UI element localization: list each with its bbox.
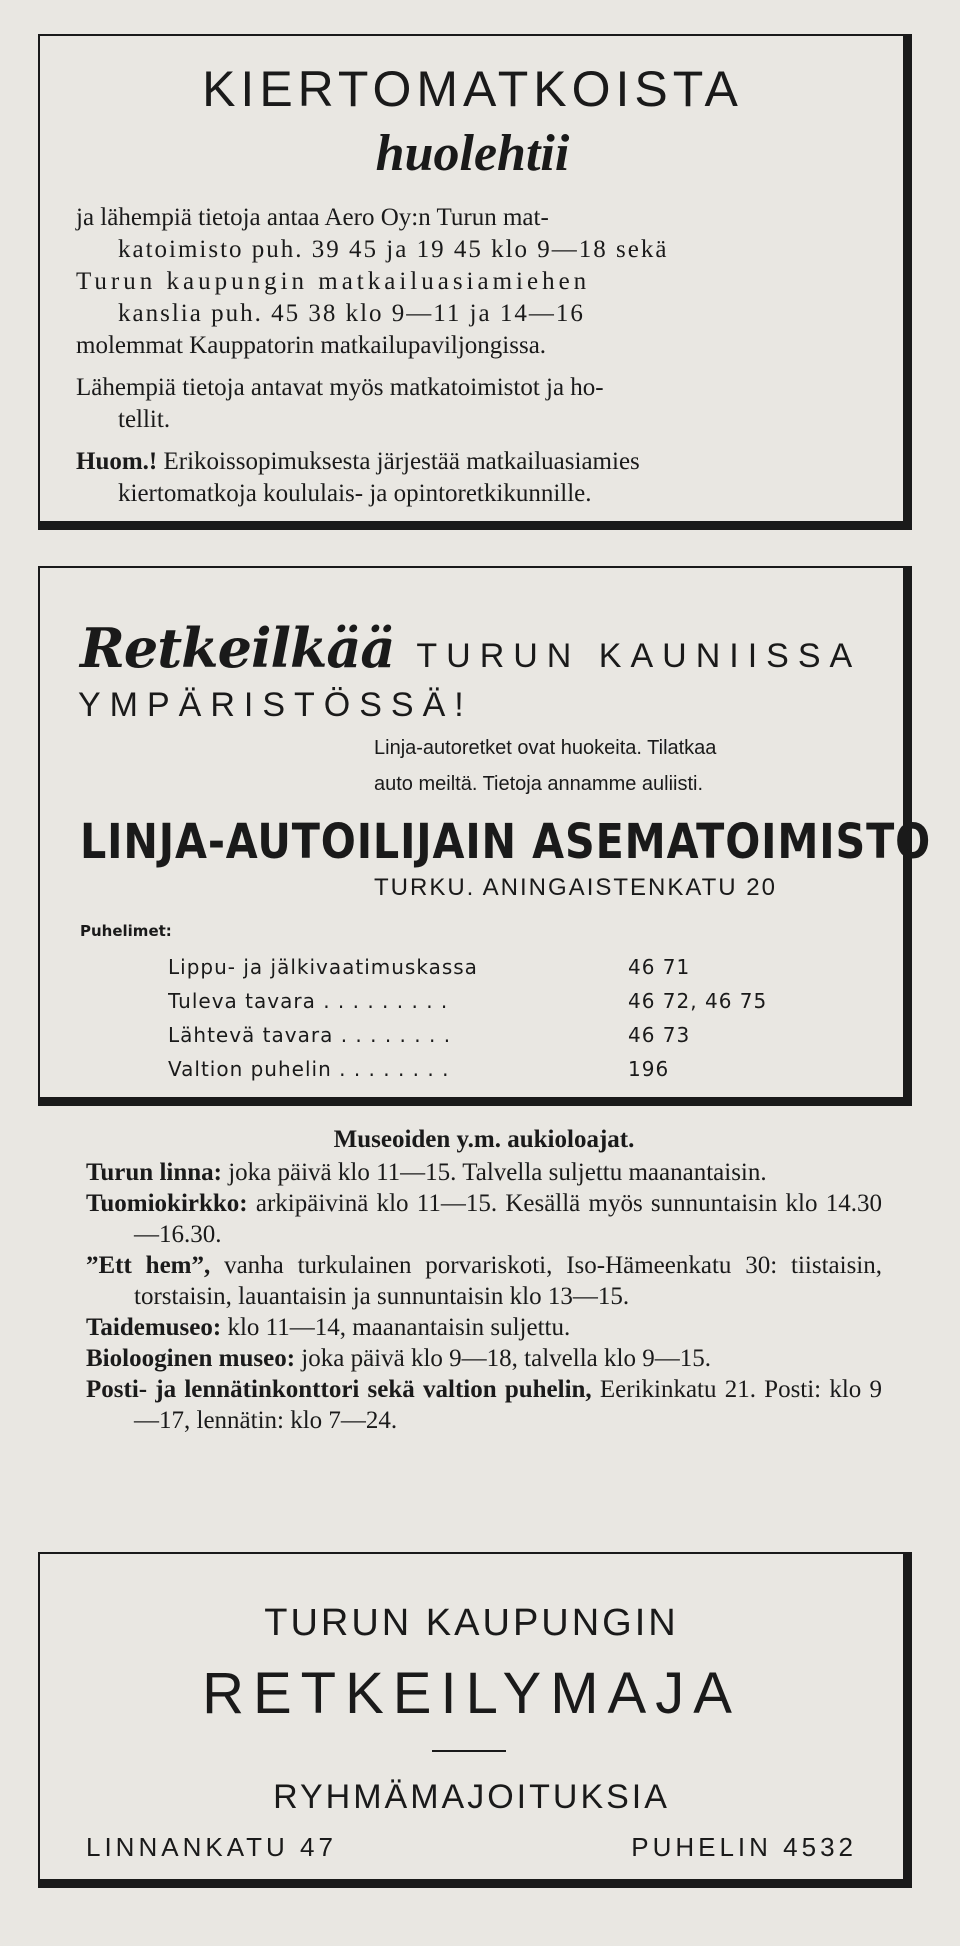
museum-hours: Eerikinkatu 21. Posti: klo 9—17, lennätin: klo 7—24. <box>134 1376 882 1434</box>
phone-row-value: 196 <box>628 1057 670 1081</box>
tour-info-box <box>38 34 912 530</box>
hostel-line-3: RYHMÄMAJOITUKSIA <box>273 1778 670 1816</box>
museum-entry <box>86 1188 882 1250</box>
heading-line-2: YMPÄRISTÖSSÄ! <box>78 686 473 724</box>
museum-hours: klo 11—14, maanantaisin suljettu. <box>221 1314 571 1341</box>
p3-bold-label: Huom.! <box>76 448 158 475</box>
bus-note-line-1: Linja-autoretket ovat huokeita. Tilatkaa <box>374 737 717 759</box>
phone-row <box>168 1052 858 1086</box>
phone-row <box>168 984 858 1018</box>
hostel-ad-box <box>38 1552 912 1888</box>
phone-table <box>168 950 858 1086</box>
box1-title: KIERTOMATKOISTA <box>202 61 743 117</box>
hostel-phone: PUHELIN 4532 <box>631 1832 857 1862</box>
phone-row-name: Lippu- ja jälkivaatimuskassa <box>168 955 478 979</box>
museum-hours-section <box>86 1124 882 1436</box>
phone-row-value: 46 72, 46 75 <box>628 989 768 1013</box>
script-heading-word: Retkeilkää <box>80 616 395 680</box>
p1-line-4: kanslia puh. 45 38 klo 9—11 ja 14—16 <box>118 300 585 327</box>
hostel-footer <box>86 1832 857 1863</box>
museum-hours: joka päivä klo 11—15. Talvella suljettu maanantaisin. <box>221 1159 767 1186</box>
box2-heading <box>80 616 861 680</box>
p1-line-3: Turun kaupungin matkailuasiamiehen <box>76 268 591 295</box>
company-address: TURKU. ANINGAISTENKATU 20 <box>374 874 777 901</box>
heading-rest: TURUN KAUNIISSA <box>416 637 862 675</box>
museum-name: Tuomiokirkko: <box>86 1190 248 1217</box>
museum-name: Turun linna: <box>86 1159 222 1186</box>
bus-note-line-2: auto meiltä. Tietoja annamme auliisti. <box>374 773 704 795</box>
museum-entry <box>86 1343 882 1374</box>
museum-name: Posti- ja lennätinkonttori sekä valtion puhelin, <box>86 1376 592 1403</box>
phone-row-value: 46 73 <box>628 1023 691 1047</box>
phone-row-name: Lähtevä tavara . . . . . . . . <box>168 1023 452 1047</box>
p3-line-2: kiertomatkoja koululais- ja opintoretkikunnille. <box>118 480 592 507</box>
phone-row <box>168 1018 858 1052</box>
p3-line-1: Erikoissopimuksesta järjestää matkailuasiamies <box>157 448 640 475</box>
museum-name: ”Ett hem”, <box>86 1252 211 1279</box>
box1-paragraph-3 <box>76 446 869 510</box>
box1-paragraph-1 <box>76 202 869 362</box>
museum-name: Biolooginen museo: <box>86 1345 296 1372</box>
p1-line-1: ja lähempiä tietoja antaa Aero Oy:n Turun mat- <box>76 204 549 231</box>
company-name: LINJA-AUTOILIJAIN ASEMATOIMISTO <box>80 814 932 870</box>
museums-title: Museoiden y.m. aukioloajat. <box>333 1126 635 1153</box>
phone-row-value: 46 71 <box>628 955 691 979</box>
museum-entry <box>86 1312 882 1343</box>
phone-row-name: Tuleva tavara . . . . . . . . . <box>168 989 449 1013</box>
phones-label: Puhelimet: <box>80 922 172 940</box>
museum-name: Taidemuseo: <box>86 1314 222 1341</box>
bus-station-ad-box <box>38 566 932 1106</box>
bus-note <box>374 730 874 802</box>
p1-line-2: katoimisto puh. 39 45 ja 19 45 klo 9—18 sekä <box>118 236 669 263</box>
museum-entry <box>86 1374 882 1436</box>
p2-line-1: Lähempiä tietoja antavat myös matkatoimistot ja ho- <box>76 374 604 401</box>
box1-paragraph-2 <box>76 372 869 436</box>
museum-hours: arkipäivinä klo 11—15. Kesällä myös sunnuntaisin klo 14.30—16.30. <box>134 1190 882 1248</box>
p1-line-5: molemmat Kauppatorin matkailupaviljongissa. <box>76 332 547 359</box>
phone-row-name: Valtion puhelin . . . . . . . . <box>168 1057 450 1081</box>
box1-subtitle: huolehtii <box>375 125 570 182</box>
museum-entry <box>86 1157 882 1188</box>
museum-hours: joka päivä klo 9—18, talvella klo 9—15. <box>295 1345 711 1372</box>
hostel-address: LINNANKATU 47 <box>86 1832 337 1862</box>
phone-row <box>168 950 858 984</box>
hostel-line-1: TURUN KAUPUNGIN <box>264 1602 679 1644</box>
museum-entry <box>86 1250 882 1312</box>
hostel-title: RETKEILYMAJA <box>202 1661 741 1726</box>
museum-hours: vanha turkulainen porvariskoti, Iso-Hämeenkatu 30: tiistaisin, torstaisin, lauantaisin ja sunnuntaisin klo 13—15. <box>134 1252 883 1310</box>
divider-rule <box>432 1750 506 1752</box>
p2-line-2: tellit. <box>118 406 171 433</box>
